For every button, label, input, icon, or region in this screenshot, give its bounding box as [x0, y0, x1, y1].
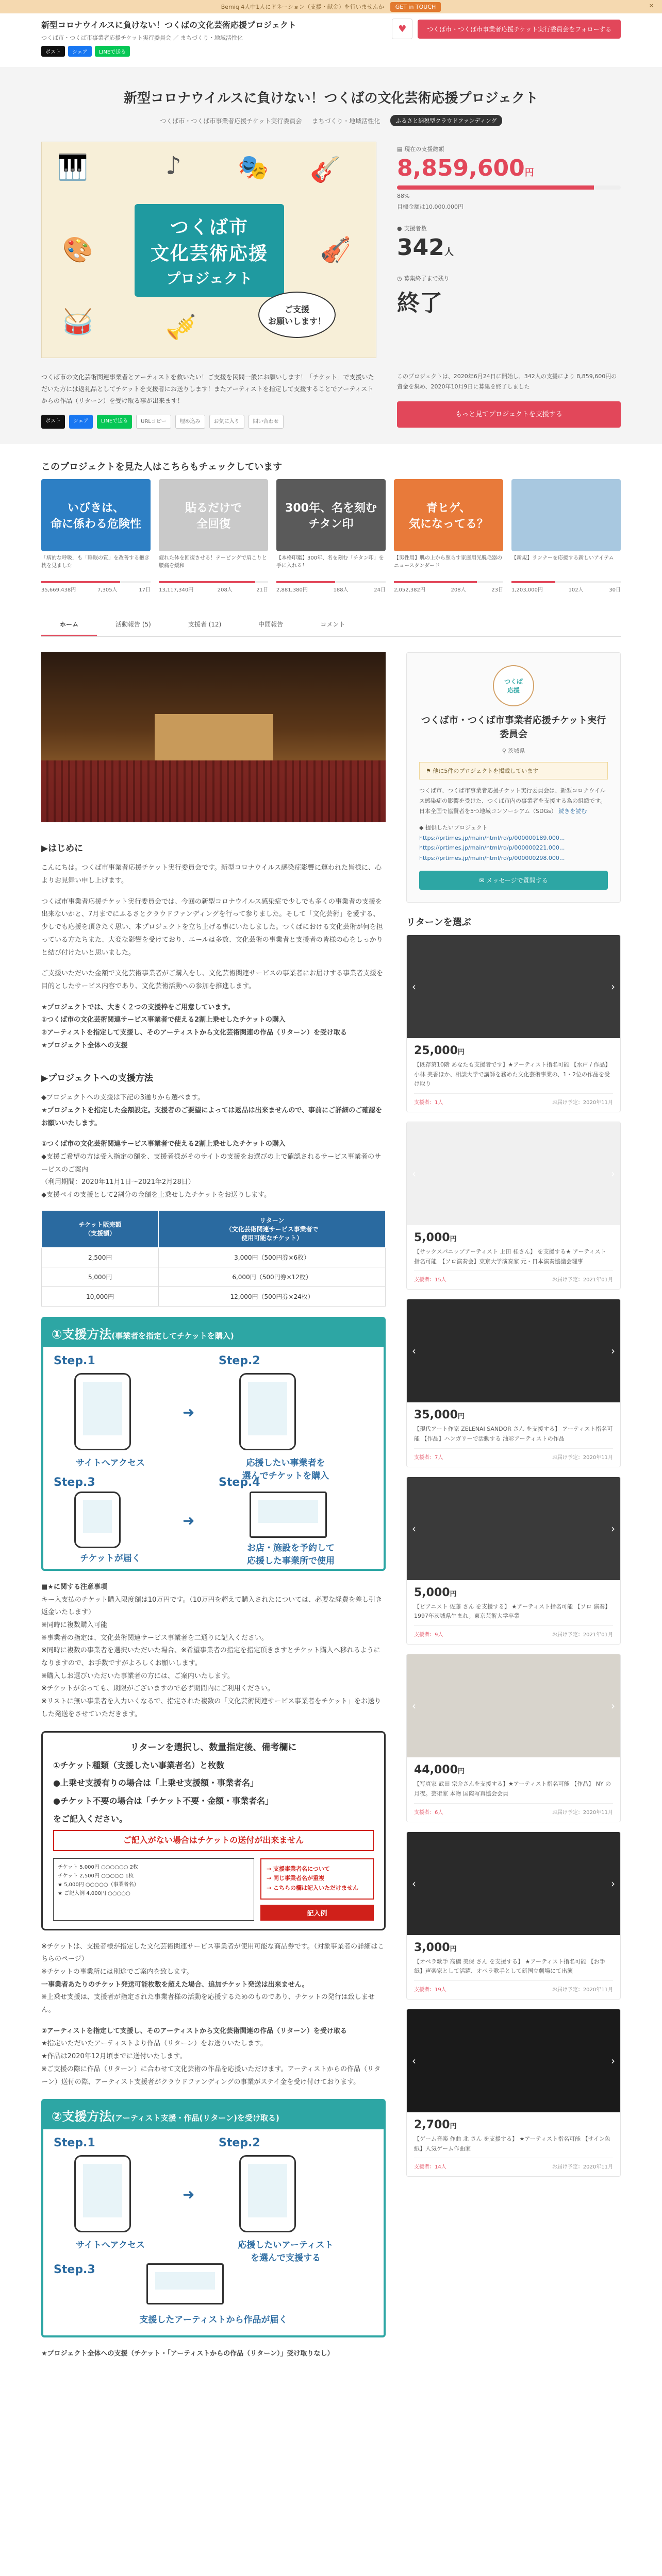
phone-icon [74, 2155, 131, 2232]
chevron-left-icon[interactable]: ‹ [412, 1877, 416, 1890]
rec-card[interactable] [394, 479, 503, 593]
support-method-1-infographic [41, 1317, 386, 1571]
memo-title: リターンを選択し、数量指定後、備考欄に [130, 1742, 297, 1753]
memo-line2: ●上乗せ支援有りの場合は「上乗せ支援額・事業者名」 [53, 1778, 258, 1788]
chevron-right-icon[interactable]: › [611, 1877, 615, 1890]
return-delivery: お届け予定：2020年11月 [552, 1987, 613, 1993]
rec-days: 24日 [374, 587, 386, 594]
return-meta [414, 1803, 613, 1816]
organizer-related-title: ◆ 提供したいプロジェクト [419, 824, 488, 831]
promo-bar [0, 0, 662, 13]
rec-backers: 208人 [451, 587, 466, 594]
intro-b3: ②アーティストを指定して支援し、そのアーティストから文化芸術関連の作品（リターン）を受け取る [41, 1028, 347, 1037]
gift-box-icon [146, 2263, 224, 2304]
return-image[interactable] [407, 1122, 620, 1225]
mid-p1: キー入支払のチケット購入限度額は10万円です。（10万円を超えて購入されたについては、必要な経費を差し引き返金いたします） [41, 1596, 383, 1617]
clock-icon: ◷ [397, 275, 402, 282]
rec-amount: 35,669,438円 [41, 587, 76, 594]
organizer-link-2[interactable]: https://prtimes.jp/main/html/rd/p/000000221.000... [419, 844, 565, 852]
pin-icon: ⚲ [502, 748, 506, 755]
return-card[interactable] [406, 935, 621, 1112]
return-meta [414, 1093, 613, 1106]
favorite-button[interactable]: お気に入り [209, 415, 244, 429]
table-row [42, 1286, 386, 1306]
end-b: ★プロジェクト全体への支援（チケット・「アーティストからの作品（リターン）」受け取りなし） [41, 2350, 334, 2358]
support-project-button[interactable]: もっと見てプロジェクトを支援する [397, 401, 621, 428]
message-button[interactable]: ✉ メッセージで質問する [419, 871, 608, 890]
return-description: 【現代アート作家 ZELENAI SANDOR さん を支援する】 アーティスト指名可能 【作品】ハンガリーで活動する 油彩アーティストの作品 [414, 1426, 613, 1443]
hero-sign-line2: 文化芸術応援 [150, 243, 268, 264]
chevron-left-icon[interactable]: ‹ [412, 1345, 416, 1358]
infog1-step3: Step.3 [54, 1476, 95, 1489]
category-link[interactable]: まちづくり・地域活性化 [180, 35, 243, 41]
tab-2[interactable]: 支援者 (12) [188, 621, 222, 629]
rec-title[interactable]: 【本格印鑑】300年、名を刻む「チタン印」を手に入れる！ [276, 555, 384, 569]
rec-title[interactable]: 【男性用】肌の上から照らす家庭用光脱毛器のニュースタンダード [394, 555, 502, 569]
return-meta [414, 1980, 613, 1993]
return-delivery: お届け予定：2020年11月 [552, 1809, 613, 1816]
return-description: 【既存第10階 あなたも支援者です】★アーティスト指名可能 【水戸 / 作品】小林 美香ほか、相談大学で講師を務めた文化芸術事業の、1・2位の作品を受け取り [414, 1061, 611, 1088]
return-price: 5,000円 [414, 1586, 457, 1599]
memo-sample-form: チケット 5,000円 ○○○○○○ 2枚 チケット 2,500円 ○○○○○ 1枚 ★ 5,000円 ○○○○○（事業者名） ★ ご記入例 4,000円 ○○○○○ [53, 1858, 254, 1921]
guitar-icon: 🎸 [310, 155, 341, 184]
rec-title[interactable]: 「病的な呼吸」も「睡眠の質」を改善する抱き枕を見ました [41, 555, 150, 569]
intro-p2: つくば市事業者応援チケット実行委員会では、今回の新型コロナウイルス感染症で少しでも多くの事業者の支援を出来ないかと、7月までにふるさとクラウドファンディングを行って参りました。そして「文化芸術」を愛する、少しでも応援を頂きたく思い、本プロジェクトを立ち上げる事にいたしました。つくばにおける文化芸術が何を担っている方たちまた、大変な影響を受けており、エールは多数、文化芸術の事業者と支援者の皆様の心をしっかりと結び付けたいと思いました。 [41, 897, 383, 957]
table-row [42, 1247, 386, 1267]
infog2-caption1: サイトへアクセス [76, 2240, 145, 2251]
rec-card[interactable] [41, 479, 151, 593]
table-row [42, 1267, 386, 1286]
after-p8: ※ご支援の際に作品（リターン）に合わせて文化芸術の作品を応援いただけます。アーティストからの作品（リターン）送付の際、アーティスト支援者がクラウドファンディングの事業がステイ金を受け付けております。 [41, 2065, 381, 2086]
organizer-location: ⚲ 茨城県 [502, 748, 525, 755]
hero-sign-line3: プロジェクト [166, 270, 253, 287]
return-card[interactable] [406, 2009, 621, 2177]
infog1-step4: Step.4 [219, 1476, 260, 1489]
chevron-right-icon[interactable]: › [611, 2054, 615, 2067]
phone-ticket-icon [239, 1373, 296, 1450]
rec-progress-bar [394, 581, 503, 583]
rec-days: 21日 [256, 587, 268, 594]
drum-icon: 🥁 [62, 308, 93, 336]
project-tabs [41, 614, 621, 637]
store-icon [250, 1492, 327, 1538]
chevron-right-icon[interactable]: › [611, 1522, 615, 1535]
amount-label: ▤ 現在の支援総額 [397, 145, 444, 152]
infog1-head-sub: (事業者を指定してチケットを購入) [111, 1331, 234, 1341]
rec-stats [41, 585, 151, 593]
memo-line3: ●チケット不要の場合は「チケット不要・金額・事業者名」 [53, 1796, 274, 1806]
return-price: 3,000円 [414, 1941, 457, 1954]
memo-sample-tag: 記入例 [260, 1905, 374, 1921]
ticket-price: 2,500円 [42, 1247, 159, 1267]
rec-amount: 1,203,000円 [511, 587, 543, 594]
return-backers: 支援者：14人 [414, 2164, 446, 2171]
chevron-left-icon[interactable]: ‹ [412, 1700, 416, 1713]
ticket-price: 10,000円 [42, 1286, 159, 1306]
ticket-return: 3,000円（500円券×6枚） [159, 1247, 386, 1267]
project-ended-note: このプロジェクトは、2020年6月24日に開始し、342人の支援により 8,859,600円の資金を集め、2020年10月9日に募集を終了しました [397, 373, 617, 390]
share-facebook-button[interactable]: シェア [68, 46, 92, 57]
share-x-button[interactable]: ポスト [41, 46, 65, 57]
return-price: 2,700円 [414, 2118, 457, 2131]
organizer-projects-badge[interactable]: ⚑ 他に5件のプロジェクトを掲載しています [419, 762, 608, 779]
hero-section [0, 67, 662, 444]
rec-card[interactable] [159, 479, 268, 593]
rec-days: 17日 [139, 587, 151, 594]
mid-p5: ※購入しお選びいただいた事業者の方には、ご案内いたします。 [41, 1672, 234, 1680]
chevron-right-icon[interactable]: › [611, 980, 615, 993]
project-subheader [0, 13, 662, 67]
chevron-right-icon[interactable]: › [611, 1167, 615, 1180]
intro-b4: ★プロジェクト全体への支援 [41, 1041, 128, 1049]
organizer-logo[interactable]: つくば 応援 [493, 665, 534, 706]
backers-value: 342人 [397, 234, 454, 261]
return-card[interactable] [406, 1299, 621, 1467]
rec-stats [276, 585, 386, 593]
infog2-head: ②支援方法 [52, 2109, 112, 2124]
return-delivery: お届け予定：2020年11月 [552, 2164, 613, 2171]
return-card[interactable] [406, 1654, 621, 1822]
return-backers: 支援者：1人 [414, 1100, 443, 1106]
return-image[interactable] [407, 1477, 620, 1580]
rec-backers: 208人 [217, 587, 233, 594]
support-p5: ★プロジェクトを指定した金額設定。支援者のご要望によっては返品は出来ませんので、事前にご詳細のご確認をお願いいたします。 [41, 1107, 383, 1127]
return-backers: 支援者：19人 [414, 1987, 446, 1993]
theater-mask-icon: 🎭 [238, 153, 269, 182]
sidebar [406, 652, 621, 2368]
project-meta [41, 115, 621, 126]
progress-bar [397, 185, 621, 190]
chevron-left-icon[interactable]: ‹ [412, 980, 416, 993]
music-note-icon: ♪ [166, 151, 181, 180]
return-price: 35,000円 [414, 1409, 465, 1422]
return-backers: 支援者：7人 [414, 1454, 443, 1461]
tab-0[interactable]: ホーム [41, 614, 97, 636]
section-support-title: ▶プロジェクトへの支援方法 [41, 1073, 153, 1084]
rec-stats [394, 585, 503, 593]
intro-p1: こんにちは。つくば市事業者応援チケット実行委員会です。新型コロナウイルス感染症影響に運われた皆様に、心よりお見舞い申し上げます。 [41, 864, 382, 885]
infog1-head: ①支援方法 [52, 1327, 112, 1342]
rec-amount: 2,881,380円 [276, 587, 308, 594]
phone-icon [74, 1373, 131, 1450]
return-description: 【ピアニスト 佐藤 さん を支援する】 ★アーティスト指名可能 【ソロ 演奏】 1997年茨城県生まれ。東京芸術大学卒業 [414, 1603, 611, 1620]
hero-speech-bubble: ご支援 お願いします！ [258, 292, 336, 338]
memo-line4: をご記入ください。 [53, 1814, 128, 1824]
intro-b1: ★プロジェクトでは、大きく２つの支援枠をご用意しています。 [41, 1003, 235, 1011]
return-delivery: お届け予定：2020年11月 [552, 1454, 613, 1461]
return-description: 【ゲーム音楽 作曲 北 さん を支援する】 ★アーティスト指名可能 【サイン色紙】人気ゲーム作曲家 [414, 2135, 610, 2152]
arrow-right-icon: ➜ [183, 2186, 195, 2204]
project-type-tag[interactable]: ふるさと納税型クラウドファンディング [390, 115, 502, 126]
infog1-caption4: お店・施設を予約して 応援した事業所で使用 [247, 1543, 335, 1566]
embed-button[interactable]: 埋め込み [175, 415, 205, 429]
promo-text: Bemiq 4人中1人にドネーション（支援・献金）を行いませんか [221, 4, 384, 10]
return-card[interactable] [406, 1122, 621, 1290]
infog1-step1: Step.1 [54, 1354, 95, 1367]
support-p9: ◆支援ペイの支援として2割分の金額を上乗せしたチケットをお送りします。 [41, 1191, 271, 1199]
return-image[interactable] [407, 1299, 620, 1402]
share-x-button-2[interactable]: ポスト [41, 415, 65, 429]
return-price: 25,000円 [414, 1044, 465, 1057]
return-backers: 支援者：6人 [414, 1809, 443, 1816]
ticket-table-header-2: リターン （文化芸術関連サービス事業者で 使用可能なチケット） [159, 1210, 386, 1247]
hero-sign [135, 204, 284, 297]
recommendations-title: このプロジェクトを見た人はこちらもチェックしています [41, 462, 283, 473]
ticket-table-header-1: チケット販売額 （支援額） [42, 1210, 159, 1247]
ticket-return: 6,000円（500円券×12枚） [159, 1267, 386, 1286]
after-p7: ★作品は2020年12月頃までに送付いたします。 [41, 2053, 187, 2061]
infog2-caption2: 応援したいアーティスト を選んで支援する [238, 2240, 334, 2264]
tab-4[interactable]: コメント [320, 621, 345, 629]
return-description: 【写真家 武田 宗介さんを支援する】★アーティスト指名可能 【作品】 NY の月夜。芸術家 本物 国際写真協会会員 [414, 1781, 611, 1797]
infog2-step3: Step.3 [54, 2263, 95, 2277]
project-category[interactable]: まちづくり・地域活性化 [312, 117, 380, 125]
remaining-value: 終了 [397, 290, 442, 316]
return-image[interactable] [407, 1654, 620, 1757]
funding-stats [397, 142, 621, 358]
infog2-step2: Step.2 [219, 2137, 260, 2150]
rec-amount: 13,117,340円 [159, 587, 194, 594]
tab-3[interactable]: 中間報告 [258, 621, 284, 629]
concert-hall-photo [41, 652, 386, 822]
wallet-icon: ▤ [397, 145, 403, 152]
page-title: 新型コロナウイルスに負けない！つくばの文化芸術応援プロジェクト [124, 91, 538, 106]
target-amount: 目標金額は10,000,000円 [397, 204, 464, 210]
rec-backers: 188人 [333, 587, 349, 594]
organizer-name[interactable]: つくば市・つくば市事業者応援チケット実行委員会 [421, 715, 606, 740]
remaining-label: ◷ 募集終了まで残り [397, 275, 450, 282]
ticket-price: 5,000円 [42, 1267, 159, 1286]
support-method-2-infographic [41, 2099, 386, 2337]
organizer-description: つくば市、つくば市事業者応援チケット実行委員会は、新型コロナウイルス感染症の影響を受けた、つくば市内の事業者を支援する為の組織です。日本全国で協賛者を5つ地域コンソーシアム（SDGs） 続きを読む [419, 787, 606, 815]
support-p7: ◆支援ご希望の方は受入指定の額を、支援者様がそのサイトの支援をお選びの上で確認されるサービス事業者のサービスのご案内 [41, 1153, 382, 1174]
section-intro-title: ▶はじめに [41, 843, 84, 854]
return-price: 44,000円 [414, 1764, 465, 1777]
project-owner[interactable]: つくば市・つくば市事業者応援チケット実行委員会 [160, 117, 302, 125]
return-description: 【オペラ歌手 高橋 美保 さん を支援する】 ★アーティスト指名可能 【お手紙】声楽家として活躍、オペラ歌手として新国立劇場にて出演 [414, 1958, 605, 1975]
trumpet-icon: 🎺 [166, 313, 196, 342]
memo-instructions-box [41, 1731, 386, 1930]
return-meta [414, 1625, 613, 1638]
after-p5: ②アーティストを指定して支援し、そのアーティストから文化芸術関連の作品（リターン）を受け取る [41, 2027, 347, 2035]
project-content [41, 652, 386, 2368]
after-p3: 一事業者あたりのチケット発送可能枚数を超えた場合、追加チケット発送は出来ません。 [41, 1980, 309, 1989]
intro-b2: ①つくば市の文化芸術関連サービス事業者で使える2割上乗せしたチケットの購入 [41, 1016, 286, 1024]
infog1-caption3: チケットが届く [80, 1553, 141, 1564]
envelope-icon [74, 1492, 121, 1548]
tab-1[interactable]: 活動報告 (5) [115, 621, 151, 629]
arrow-right-icon: ➜ [183, 1403, 195, 1421]
after-p4: ※上乗せ支援は、支援者が指定された事業者様の活動を応援するためのものであり、チケットの発行は致しません。 [41, 1993, 375, 2014]
memo-line1: ①チケット種類（支援したい事業者名）と枚数 [53, 1760, 225, 1770]
rec-title[interactable]: 疲れた体を回復させる！テーピングで肩こりと腰痛を緩和 [159, 555, 267, 569]
rec-progress-bar [159, 581, 268, 583]
chevron-right-icon[interactable]: › [611, 1345, 615, 1358]
amount-value: 8,859,600円 [397, 155, 534, 181]
infog2-caption3: 支援したアーティストから作品が届く [139, 2315, 288, 2326]
follow-button[interactable]: つくば市・つくば市事業者応援チケット実行委員会をフォローする [418, 20, 621, 39]
subheader-meta: つくば市・つくば市事業者応援チケット実行委員会 ／ まちづくり・地域活性化 [41, 35, 243, 41]
infog1-caption2: 応援したい事業者を 選んでチケットを購入 [242, 1458, 329, 1481]
infog1-step2: Step.2 [219, 1354, 260, 1367]
piano-icon: 🎹 [57, 153, 88, 182]
mid-p7: ※リストに無い事業者を入力いくなるで、指定された複数の「文化芸術関連サービス事業者をチケット」をお送りした発送をさせていただきます。 [41, 1698, 382, 1718]
return-meta [414, 1270, 613, 1283]
rec-backers: 7,305人 [97, 587, 118, 594]
phone-artist-icon [239, 2155, 296, 2232]
share-line-button-2[interactable]: LINEで送る [97, 415, 132, 429]
mid-title: ■★に関する注意事項 [41, 1583, 107, 1591]
rec-thumbnail[interactable]: いびきは、 命に係わる危険性 [41, 479, 151, 551]
infog2-step1: Step.1 [54, 2137, 95, 2150]
returns-title: リターンを選ぶ [406, 917, 471, 928]
chevron-left-icon[interactable]: ‹ [412, 1522, 416, 1535]
return-card[interactable] [406, 1832, 621, 1999]
return-backers: 支援者：9人 [414, 1632, 443, 1638]
rec-days: 30日 [609, 587, 621, 594]
intro-p3: ご支援いただいた金額で文化芸術事業者がご購入をし、文化芸術関連サービスの事業者にお届けする事業者支援を目的としたサービス内容であり、文化芸術活動への参加を推進します。 [41, 970, 384, 990]
rec-thumbnail[interactable] [511, 479, 621, 551]
rec-backers: 102人 [568, 587, 584, 594]
mid-p2: ※同時に複数購入可能 [41, 1621, 107, 1629]
ticket-table [41, 1210, 386, 1307]
after-p2: ※チケットの事業所には別途でご案内を致します。 [41, 1968, 193, 1976]
rec-title[interactable]: 【新規】ランナーを応援する新しいアイテム [511, 555, 614, 562]
after-p1: ※チケットは、支援者様が指定した文化芸術関連サービス事業者が使用可能な商品券です。（対象事業者の詳細はこちらのページ） [41, 1942, 385, 1963]
person-icon: ● [397, 225, 402, 232]
rec-progress-bar [511, 581, 621, 583]
organizer-card [406, 652, 621, 903]
return-delivery: お届け予定：2020年11月 [552, 1100, 613, 1106]
hero-sign-line1: つくば市 [170, 217, 249, 238]
share-facebook-button-2[interactable]: シェア [69, 415, 93, 429]
read-more-link[interactable]: 続きを読む [558, 807, 587, 815]
support-p8: （利用期間：2020年11月1日〜2021年2月28日） [41, 1178, 195, 1187]
support-p4: ◆プロジェクトへの支援は下記の3通りから選べます。 [41, 1094, 204, 1102]
return-image[interactable] [407, 1832, 620, 1935]
subheader-title: 新型コロナウイルスに負けない！つくばの文化芸術応援プロジェクト [41, 20, 296, 30]
return-image[interactable] [407, 2009, 620, 2112]
rec-card[interactable] [511, 479, 621, 593]
owner-link[interactable]: つくば市・つくば市事業者応援チケット実行委員会 [41, 35, 172, 41]
rec-card[interactable] [276, 479, 386, 593]
copy-url-button[interactable]: URLコピー [136, 415, 171, 429]
return-price: 5,000円 [414, 1231, 457, 1245]
memo-sample-flag: → 支援事業者名について → 同じ事業者名が重複 → こちらの欄は記入いただけません [260, 1858, 374, 1900]
recommendations [0, 460, 662, 593]
organizer-link-3[interactable]: https://prtimes.jp/main/html/rd/p/000000298.000... [419, 855, 565, 862]
return-backers: 支援者：15人 [414, 1277, 446, 1283]
return-delivery: お届け予定：2021年01月 [552, 1277, 613, 1283]
hero-image [41, 142, 376, 358]
violin-icon: 🎻 [320, 235, 351, 264]
mid-p3: ※事業者の指定は、文化芸術関連サービス事業者を二通りに記入ください。 [41, 1634, 268, 1642]
rec-progress-bar [276, 581, 386, 583]
organizer-link-1[interactable]: https://prtimes.jp/main/html/rd/p/000000189.000... [419, 834, 565, 841]
mid-p4: ※同時に複数の事業者を選択いただいた場合、※希望事業者の指定を指定頂きますとチケット購入へ移れるようになりますので、お手数ですがよろしくお願いします。 [41, 1647, 380, 1667]
favorite-heart-icon[interactable]: ♥ [392, 19, 412, 39]
backers-label: ● 支援者数 [397, 225, 427, 232]
rec-thumbnail[interactable]: 300年、名を刻む チタン印 [276, 479, 386, 551]
rec-progress-bar [41, 581, 151, 583]
return-card[interactable] [406, 1477, 621, 1645]
contact-button[interactable]: 問い合わせ [249, 415, 284, 429]
chevron-left-icon[interactable]: ‹ [412, 1167, 416, 1180]
return-delivery: お届け予定：2021年01月 [552, 1632, 613, 1638]
rec-amount: 2,052,382円 [394, 587, 425, 594]
after-p6: ★指定いただいたアーティストより作品（リターン）をお送りいたします。 [41, 2040, 267, 2048]
memo-warning: ご記入がない場合はチケットの送付が出来ません [53, 1830, 374, 1851]
palette-icon: 🎨 [62, 235, 93, 264]
infog2-head-sub: (アーティスト支援・作品(リターン)を受け取る) [111, 2113, 279, 2123]
return-meta [414, 2158, 613, 2170]
rec-thumbnail[interactable]: 青ヒゲ、 気になってる？ [394, 479, 503, 551]
return-description: 【サックスパニップアーティスト 上田 桂さん】 を支援する★ アーティスト 指名可能 【ソロ演奏会】東京大学演奏家 元・日本演奏協議会理事 [414, 1248, 606, 1265]
return-image[interactable] [407, 935, 620, 1038]
support-p6: ①つくば市の文化芸術関連サービス事業者で使える2割上乗せしたチケットの購入 [41, 1140, 286, 1148]
rec-thumbnail[interactable]: 貼るだけで 全回復 [159, 479, 268, 551]
chevron-right-icon[interactable]: › [611, 1700, 615, 1713]
ticket-return: 12,000円（500円券×24枚） [159, 1286, 386, 1306]
rec-stats [511, 585, 621, 593]
promo-cta-button[interactable]: GET in TOUCH [390, 2, 441, 12]
arrow-right-icon: ➜ [183, 1512, 195, 1529]
progress-text: 88% [397, 193, 410, 199]
close-icon[interactable]: × [649, 2, 654, 9]
infog1-caption1: サイトへアクセス [76, 1458, 145, 1468]
mid-p6: ※チケットが余っても、期限がございますので必ず期間内にご利用ください。 [41, 1685, 274, 1693]
share-line-button[interactable]: LINEで送る [95, 46, 130, 57]
rec-stats [159, 585, 268, 593]
rec-days: 23日 [491, 587, 503, 594]
chevron-left-icon[interactable]: ‹ [412, 2054, 416, 2067]
flag-icon: ⚑ [426, 768, 431, 775]
return-meta [414, 1448, 613, 1461]
hero-description: つくば市の文化芸術関連事業者とアーティストを救いたい！ご支援を民間一般にお願いします！「チケット」で支援いただいた方には返礼品としてチケットを支援者にお送りします！またアーティストを指定して支援することでアーティストからの作品（リターン）を受け取る事が出来ます！ [41, 374, 374, 404]
